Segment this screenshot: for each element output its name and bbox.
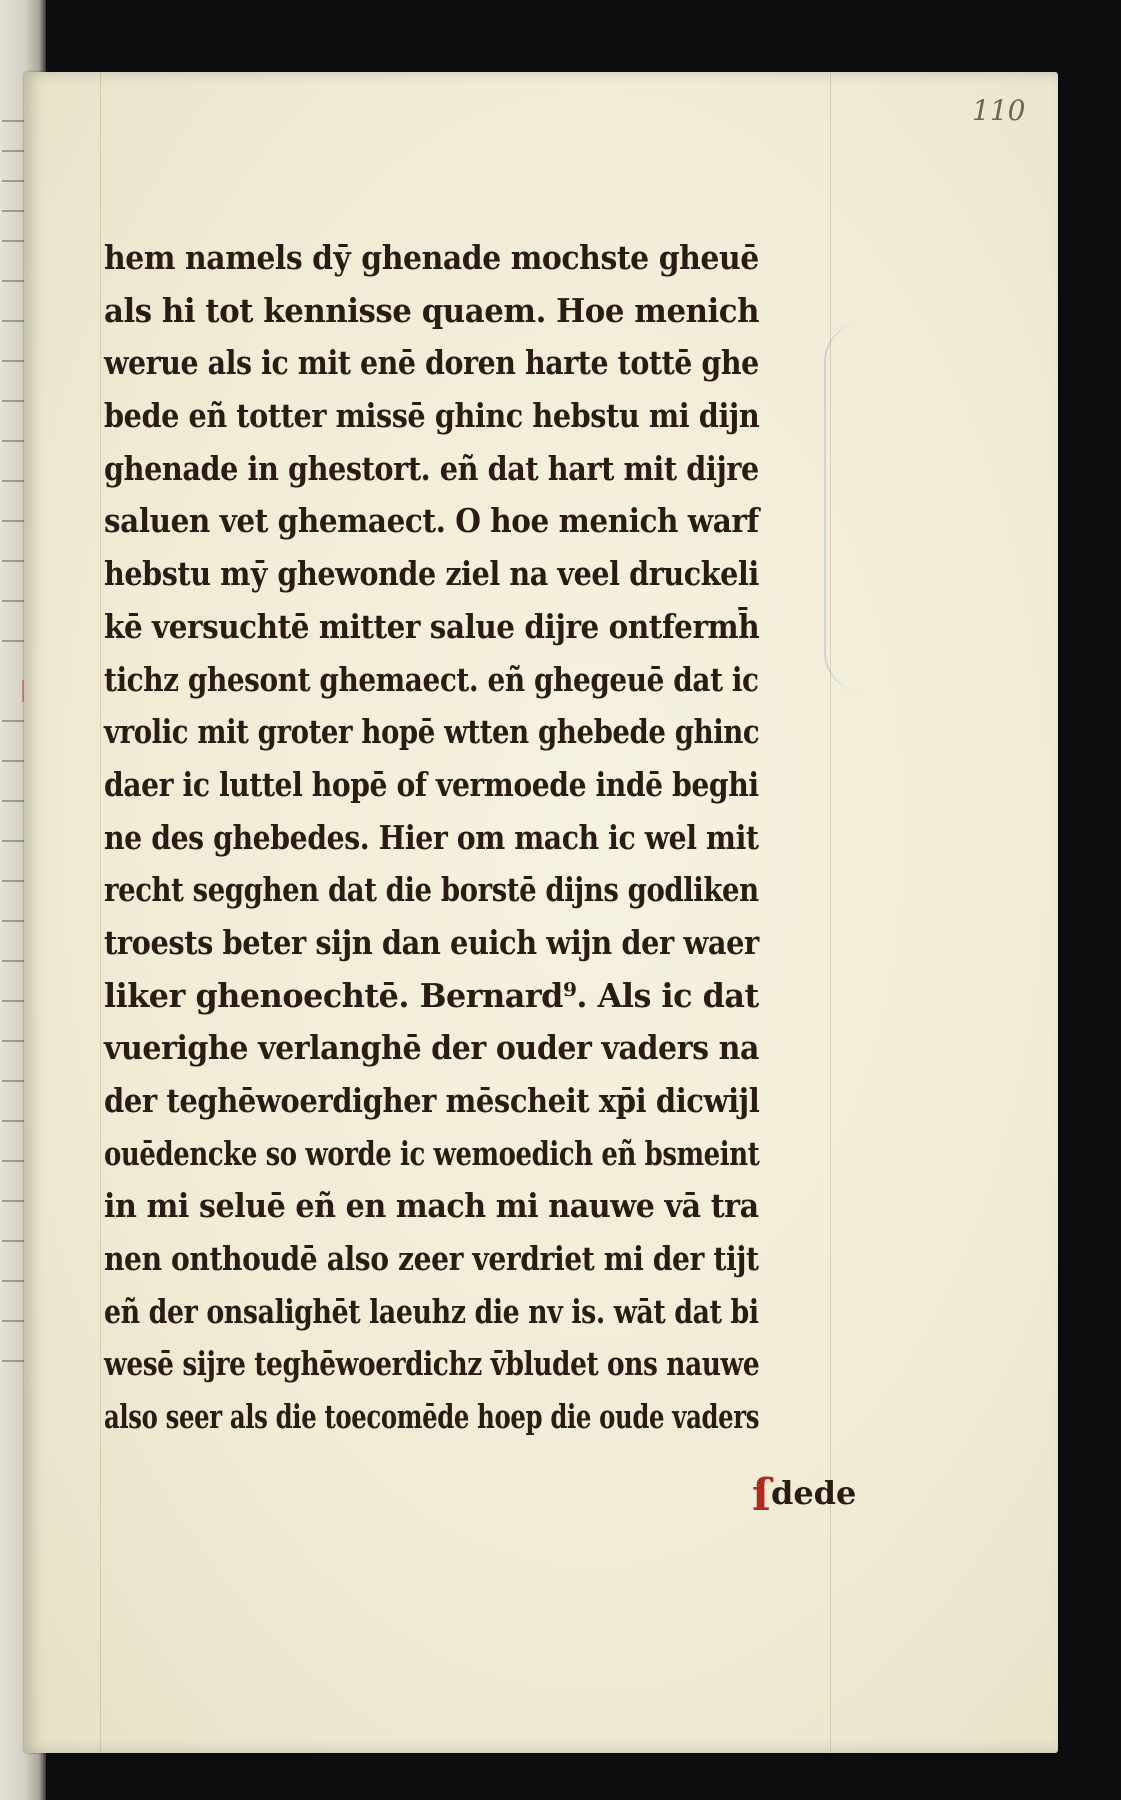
faint-offset-drawing — [824, 322, 906, 692]
text-line: ghenade in ghestort. eñ dat hart mit dijre — [104, 448, 759, 488]
text-line: eñ der onsalighēt laeuhz die nv is. wāt dat bi — [104, 1291, 759, 1331]
text-line: kē versuchtē mitter salue dijre ontfermh̄ — [104, 606, 760, 646]
catchword — [752, 1470, 856, 1521]
text-line: vuerighe verlanghē der ouder vaders na — [104, 1028, 760, 1068]
text-line: als hi tot kennisse quaem. Hoe menich — [104, 290, 760, 330]
folio-number: 110 — [972, 94, 1026, 127]
text-line: der teghēwoerdigher mēscheit xp̄i dicwijl — [104, 1081, 760, 1120]
text-line: hebstu mӯ ghewonde ziel na veel druckeli — [104, 554, 759, 594]
text-line: recht segghen dat die borstē dijns godliken — [104, 870, 759, 910]
text-line: wesē sijre teghēwoerdichz v̄bludet ons nauwe — [104, 1344, 760, 1384]
text-block — [104, 232, 760, 1444]
text-line: ne des ghebedes. Hier om mach ic wel mit — [104, 817, 759, 857]
text-line: werue als ic mit enē doren harte tottē ghe — [104, 343, 759, 383]
text-line: daer ic luttel hopē of vermoede indē beghi — [104, 764, 759, 804]
text-line: troests beter sijn dan euich wijn der waer — [104, 922, 759, 962]
catchword-text: dede — [770, 1474, 857, 1512]
ruling-line-left — [100, 72, 101, 1753]
text-line: in mi seluē eñ en mach mi nauwe vā tra — [104, 1186, 759, 1226]
text-line: also seer als die toecomēde hoep die oude vaders — [104, 1397, 760, 1437]
text-line: vrolic mit groter hopē wtten ghebede ghinc — [104, 712, 760, 752]
text-line: ouēdencke so worde ic wemoedich eñ bsmeint — [104, 1133, 760, 1173]
text-line: hem namels dӯ ghenade mochste gheuē — [104, 238, 759, 277]
text-line: saluen vet ghemaect. O hoe menich warf — [104, 501, 759, 541]
red-flourish-icon: ſ — [752, 1470, 771, 1521]
text-line: nen onthoudē also zeer verdriet mi der tijt — [104, 1239, 759, 1279]
text-line: tichz ghesont ghemaect. eñ ghegeuē dat ic — [104, 659, 759, 699]
manuscript-page — [24, 72, 1058, 1753]
text-line: bede eñ totter missē ghinc hebstu mi dijn — [104, 396, 760, 436]
text-line: liker ghenoechtē. Bernard⁹. Als ic dat — [104, 975, 759, 1015]
